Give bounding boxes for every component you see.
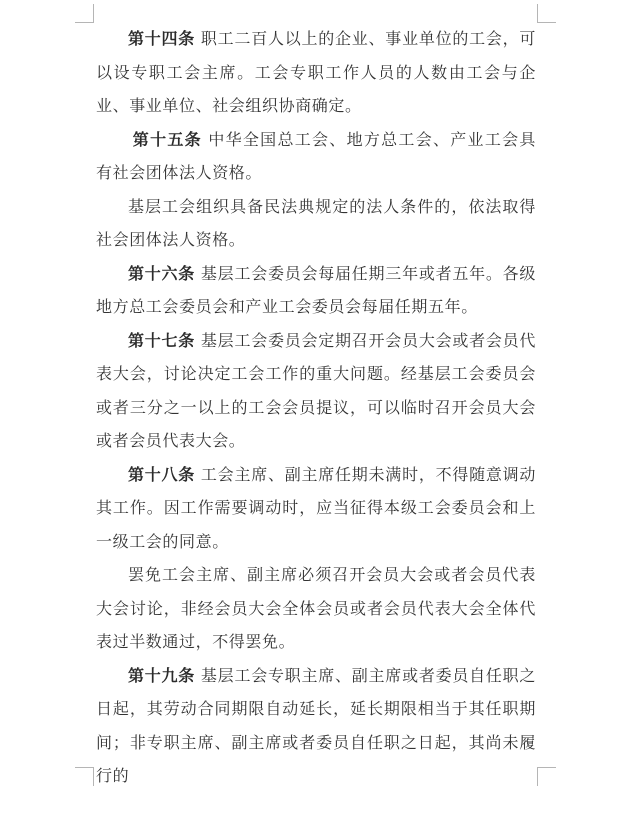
article-number: 第十七条 [128, 330, 196, 350]
crop-mark-top-right [537, 4, 556, 23]
article-number: 第十四条 [128, 29, 196, 48]
article-number: 第十九条 [128, 665, 196, 685]
paragraph-text: 中华全国总工会、地方总工会、产业工会具有社会团体法人资格。 [96, 129, 537, 182]
paragraph-article-16 [96, 257, 536, 324]
paragraph-article-19 [96, 659, 536, 793]
paragraph-article-18 [96, 458, 536, 559]
paragraph-text: 基层工会委员会定期召开会员大会或者会员代表大会，讨论决定工会工作的重大问题。经基层工会委员会或者三分之一以上的工会会员提议，可以临时召开会员大会或者会员代表大会。 [96, 330, 537, 450]
crop-mark-top-left [75, 4, 94, 23]
paragraph-text: 职工二百人以上的企业、事业单位的工会，可以设专职工会主席。工会专职工作人员的人数由工会与企业、事业单位、社会组织协商确定。 [96, 29, 537, 115]
paragraph-article-17 [96, 324, 536, 458]
paragraph-text: 基层工会委员会每届任期三年或者五年。各级地方总工会委员会和产业工会委员会每届任期五年。 [96, 263, 537, 316]
paragraph-article-15-clause-2 [96, 190, 536, 257]
paragraph-article-15 [96, 123, 536, 190]
paragraph-text: 罢免工会主席、副主席必须召开会员大会或者会员代表大会讨论，非经会员大会全体会员或者会员代表大会全体代表过半数通过，不得罢免。 [96, 565, 536, 651]
paragraph-article-18-clause-2 [96, 558, 536, 659]
paragraph-text: 工会主席、副主席任期未满时，不得随意调动其工作。因工作需要调动时，应当征得本级工会委员会和上一级工会的同意。 [96, 464, 537, 551]
paragraph-text: 基层工会组织具备民法典规定的法人条件的，依法取得社会团体法人资格。 [96, 196, 536, 249]
article-number: 第十五条 [132, 129, 202, 149]
crop-mark-bottom-left [75, 767, 94, 786]
document-body [96, 22, 536, 793]
article-number: 第十六条 [128, 263, 196, 283]
article-number: 第十八条 [128, 464, 196, 484]
paragraph-article-14 [96, 22, 536, 123]
crop-mark-bottom-right [537, 767, 556, 786]
paragraph-text: 基层工会专职主席、副主席或者委员自任职之日起，其劳动合同期限自动延长，延长期限相当于其任职期间；非专职主席、副主席或者委员自任职之日起，其尚未履行的 [96, 665, 537, 785]
